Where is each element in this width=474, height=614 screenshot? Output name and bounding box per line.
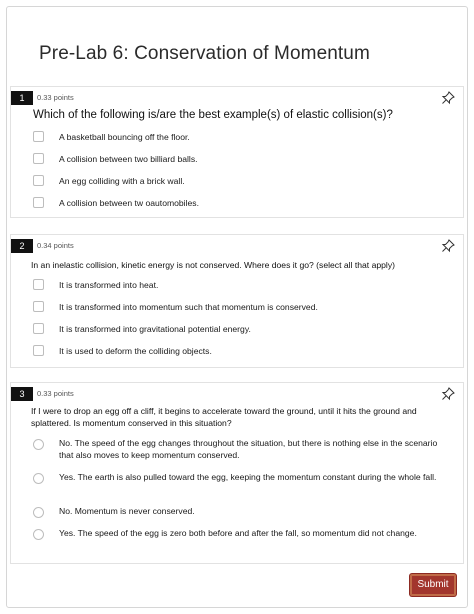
radio-button[interactable]: [33, 529, 44, 540]
option-label: Yes. The speed of the egg is zero both before and after the fall, so momentum did not change.: [59, 528, 417, 538]
submit-button[interactable]: Submit: [410, 574, 456, 596]
option-label: No. Momentum is never conserved.: [59, 506, 195, 516]
question-card-2: [10, 234, 464, 368]
question-number-badge: 2: [11, 239, 33, 253]
option-label: An egg colliding with a brick wall.: [59, 176, 185, 186]
option-label: It is transformed into momentum such that momentum is conserved.: [59, 302, 318, 312]
pin-icon[interactable]: [441, 239, 455, 253]
option-label: Yes. The earth is also pulled toward the egg, keeping the momentum constant during the whole fall.: [59, 472, 437, 482]
checkbox[interactable]: [33, 175, 44, 186]
option-label: It is used to deform the colliding objects.: [59, 346, 212, 356]
question-text: In an inelastic collision, kinetic energy is not conserved. Where does it go? (select all that apply): [31, 260, 395, 270]
question-card-1: [10, 86, 464, 218]
question-points: 0.34 points: [37, 241, 74, 250]
option-label: It is transformed into gravitational potential energy.: [59, 324, 251, 334]
radio-button[interactable]: [33, 439, 44, 450]
pin-icon[interactable]: [441, 387, 455, 401]
question-text: Which of the following is/are the best example(s) of elastic collision(s)?: [33, 109, 393, 121]
checkbox[interactable]: [33, 279, 44, 290]
option-label: A collision between two billiard balls.: [59, 154, 198, 164]
question-number-badge: 3: [11, 387, 33, 401]
checkbox[interactable]: [33, 153, 44, 164]
option-label: A basketball bouncing off the floor.: [59, 132, 190, 142]
question-text: If I were to drop an egg off a cliff, it begins to accelerate toward the ground, until it hits the ground and splattered. Is momentum conserved in this situation?: [31, 406, 417, 428]
checkbox[interactable]: [33, 301, 44, 312]
option-label: A collision between tw oautomobiles.: [59, 198, 199, 208]
checkbox[interactable]: [33, 345, 44, 356]
radio-button[interactable]: [33, 507, 44, 518]
question-points: 0.33 points: [37, 389, 74, 398]
question-number-badge: 1: [11, 91, 33, 105]
pin-icon[interactable]: [441, 91, 455, 105]
checkbox[interactable]: [33, 197, 44, 208]
question-card-3: [10, 382, 464, 564]
option-label: It is transformed into heat.: [59, 280, 159, 290]
page-title: Pre-Lab 6: Conservation of Momentum: [39, 43, 370, 64]
checkbox[interactable]: [33, 323, 44, 334]
question-points: 0.33 points: [37, 93, 74, 102]
checkbox[interactable]: [33, 131, 44, 142]
option-label: No. The speed of the egg changes throughout the situation, but there is nothing else in the scenario that also moves to keep momentum conserved.: [59, 438, 438, 460]
radio-button[interactable]: [33, 473, 44, 484]
